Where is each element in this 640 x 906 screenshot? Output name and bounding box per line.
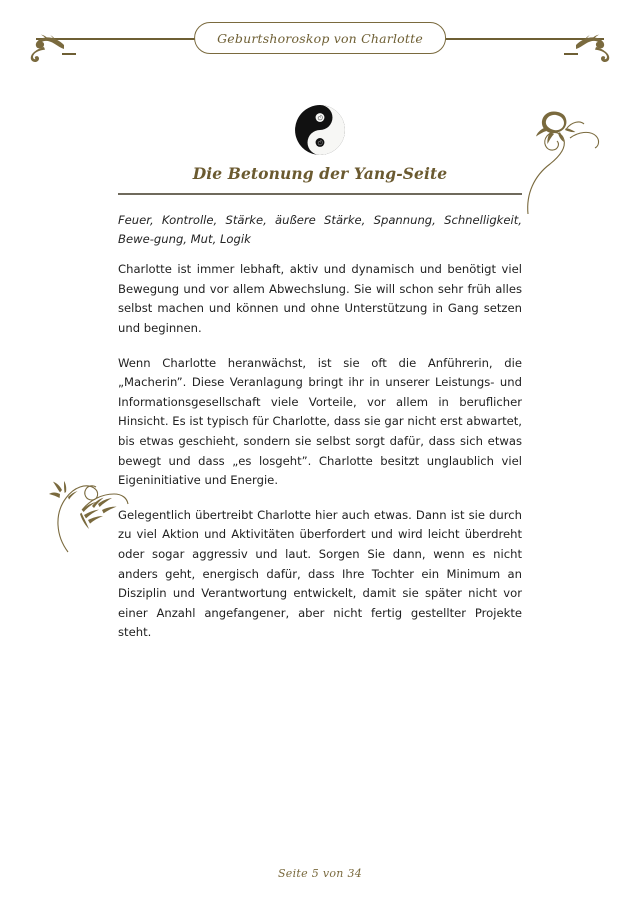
body-paragraph: Gelegentlich übertreibt Charlotte hier auch etwas. Dann ist sie durch zu viel Aktion und Aktivitäten überfordert und wird leicht überdreht oder sogar aggressiv und laut. Sorgen Sie dann, wenn es nicht anders geht, energisch dafür, dass Ihre Tochter ein Minimum an Disziplin und Verantwortung entwickelt, damit sie später nicht vor einer Anzahl angefangener, aber nicht fertig gestellter Projekte steht. <box>118 507 522 640</box>
body-paragraph: Wenn Charlotte heranwächst, ist sie oft die Anführerin, die „Macherin”. Diese Veranlagung bringt ihr in unserer Leistungs- und Informationsgesellschaft viele Vorteile, vor allem in beruflicher Hinsicht. Es ist typisch für Charlotte, dass sie gar nicht erst abwartet, bis etwas geschieht, sondern sie selbst sorgt dafür, dass sich etwas bewegt und dass „es losgeht”. Charlotte besitzt unglaublich viel Eigeninitiative und Energie. <box>118 355 522 488</box>
body-paragraphs <box>118 260 522 643</box>
body-paragraph: Charlotte ist immer lebhaft, aktiv und dynamisch und benötigt viel Bewegung und vor allem Abwechslung. Sie will schon sehr früh alles selbst machen und können und ohne Unterstützung in Gang setzen und beginnen. <box>118 262 522 335</box>
page-number-text: Seite 5 von 34 <box>277 867 363 880</box>
section-keywords: Feuer, Kontrolle, Stärke, äußere Stärke, Spannung, Schnelligkeit, Bewe-gung, Mut, Logik <box>118 212 522 246</box>
main-content <box>118 104 522 654</box>
page-header <box>0 14 640 66</box>
vine-scroll-icon <box>520 98 632 216</box>
yin-yang-symbol <box>294 104 346 156</box>
header-title-text: Geburtshoroskop von Charlotte <box>217 30 423 46</box>
header-title-pill <box>194 22 446 54</box>
page-title: Die Betonung der Yang-Seite <box>192 164 448 183</box>
title-divider-rule <box>118 193 522 195</box>
leaf-flourish-right-icon <box>564 30 626 64</box>
leaf-flourish-left-icon <box>14 30 76 64</box>
symbol-container <box>118 104 522 156</box>
page-footer <box>0 862 640 881</box>
